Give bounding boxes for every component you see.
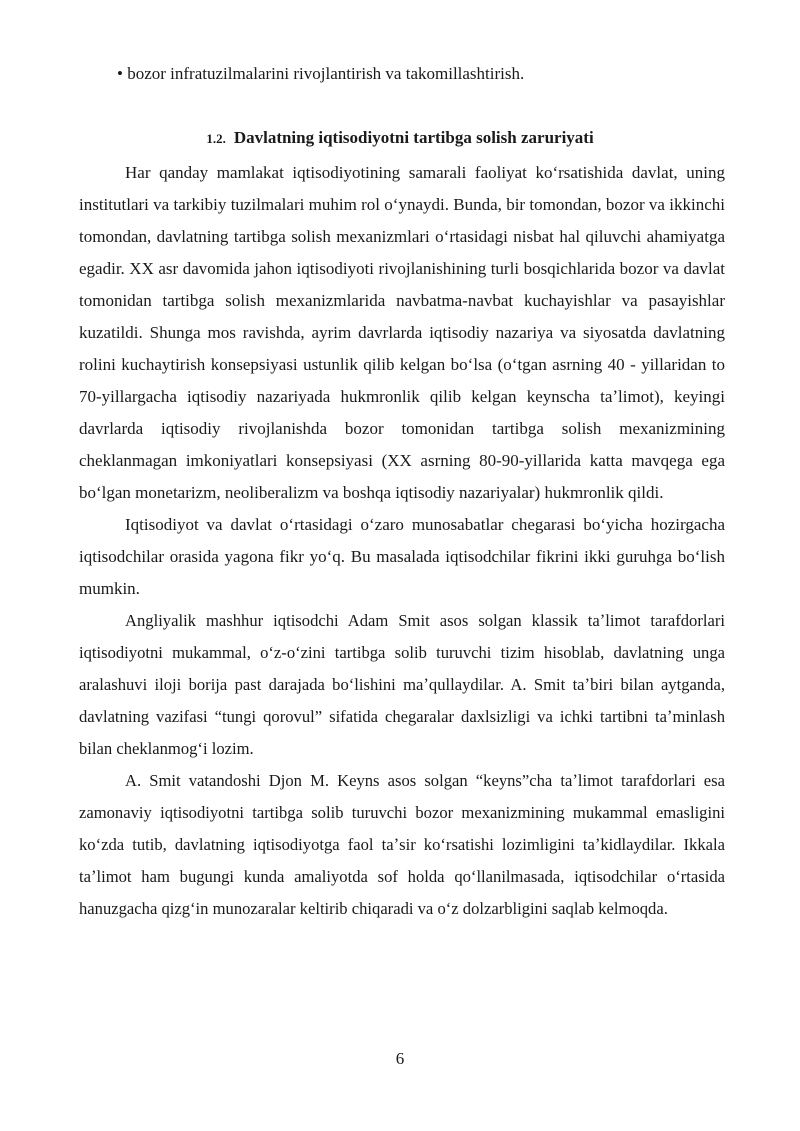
bullet-list-item: • bozor infratuzilmalarini rivojlantirish va takomillashtirish. xyxy=(117,64,525,83)
section-title: Davlatning iqtisodiyotni tartibga solish zaruriyati xyxy=(233,128,594,147)
paragraph: Har qanday mamlakat iqtisodiyotining samarali faoliyat koʻrsatishida davlat, uning institutlari va tarkibiy tuzilmalari muhim rol oʻynaydi. Bunda, bir tomondan, bozor va ikkinchi tomondan, davlatning tartibga solish mexanizmlari oʻrtasidagi nisbat hal qiluvchi ahamiyatga egadir. XX asr davomida jahon iqtisodiyoti rivojlanishining turli bosqichlarida bozor va davlat tomonidan tartibga solish mexanizmlarida navbatma-navbat kuchayishlar va pasayishlar kuzatildi. Shunga mos ravishda, ayrim davrlarda iqtisodiy nazariya va siyosatda davlatning rolini kuchaytirish konsepsiyasi ustunlik qilib kelgan boʻlsa (oʻtgan asrning 40 - yillaridan to 70-yillargacha iqtisodiy nazariyada hukmronlik qilib kelgan keynscha taʼlimot), keyingi davrlarda iqtisodiy rivojlanishda bozor tomonidan tartibga solish mexanizmining cheklanmagan imkoniyatlari konsepsiyasi (XX asrning 80-90-yillarida katta mavqega ega boʻlgan monetarizm, neoliberalizm va boshqa iqtisodiy nazariyalar) hukmronlik qildi. xyxy=(79,163,725,502)
paragraph: A. Smit vatandoshi Djon M. Keyns asos solgan “keyns”cha taʼlimot tarafdorlari esa zamonaviy iqtisodiyotni tartibga solib turuvchi bozor mexanizmining mukammal emasligini koʻzda tutib, davlatning iqtisodiyotga faol taʼsir koʻrsatishi lozimligini taʼkidlaydilar. Ikkala taʼlimot ham bugungi kunda amaliyotda sof holda qoʻllanilmasada, iqtisodchilar oʻrtasida hanuzgacha qizgʻin munozaralar keltirib chiqaradi va oʻz dolzarbligini saqlab kelmoqda. xyxy=(79,771,725,918)
section-heading xyxy=(0,126,800,151)
section-number: 1.2. xyxy=(206,131,226,146)
paragraph: Angliyalik mashhur iqtisodchi Adam Smit asos solgan klassik taʼlimot tarafdorlari iqtisodiyotni mukammal, oʻz-oʻzini tartibga solib turuvchi tizim hisoblab, davlatning unga aralashuvi iloji borija past darajada boʻlishini maʼqullaydilar. A. Smit taʼbiri bilan aytganda, davlatning vazifasi “tungi qorovul” sifatida chegaralar daxlsizligi va ichki tartibni taʼminlash bilan cheklanmogʻi lozim. xyxy=(79,611,725,758)
body-text xyxy=(79,157,725,925)
page-number: 6 xyxy=(395,1049,405,1068)
paragraph: Iqtisodiyot va davlat oʻrtasidagi oʻzaro munosabatlar chegarasi boʻyicha hozirgacha iqtisodchilar orasida yagona fikr yoʻq. Bu masalada iqtisodchilar fikrini ikki guruhga boʻlish mumkin. xyxy=(79,515,725,598)
